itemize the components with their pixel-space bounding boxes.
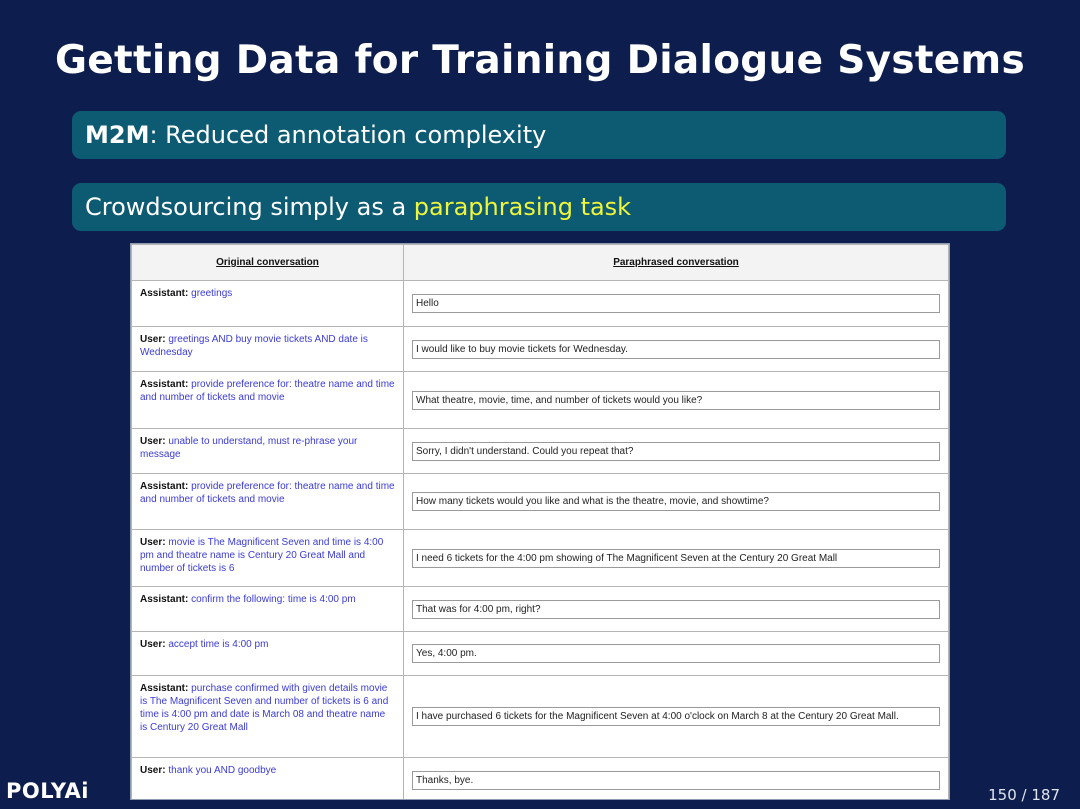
paraphrasing-highlight: paraphrasing task — [413, 193, 632, 221]
m2m-description: : Reduced annotation complexity — [149, 121, 547, 149]
speaker-label: User: — [140, 537, 166, 548]
paraphrase-field: I would like to buy movie tickets for Wednesday. — [412, 340, 940, 359]
table-row — [132, 676, 949, 758]
table-row — [132, 530, 949, 587]
original-turn — [132, 281, 404, 327]
table-row — [132, 429, 949, 474]
paraphrased-turn — [404, 281, 949, 327]
paraphrased-turn — [404, 327, 949, 372]
dialogue-act-text: movie is The Magnificent Seven and time is 4:00 pm and theatre name is Century 20 Great Mall and number of tickets is 6 — [140, 537, 384, 574]
dialogue-act-text: unable to understand, must re-phrase your message — [140, 436, 358, 460]
original-turn — [132, 372, 404, 429]
original-turn — [132, 530, 404, 587]
original-turn — [132, 429, 404, 474]
paraphrase-field: That was for 4:00 pm, right? — [412, 600, 940, 619]
m2m-label: M2M — [85, 121, 150, 149]
paraphrase-field: How many tickets would you like and what is the theatre, movie, and showtime? — [412, 492, 940, 511]
dialogue-act-text: purchase confirmed with given details movie is The Magnificent Seven and number of tickets is 6 and time is 4:00 pm and date is March 08 and theatre name is Century 20 Great Mall — [140, 683, 389, 733]
speaker-label: User: — [140, 639, 166, 650]
speaker-label: User: — [140, 436, 166, 447]
table-row — [132, 632, 949, 676]
table-row — [132, 587, 949, 632]
paraphrase-field: I have purchased 6 tickets for the Magnificent Seven at 4:00 o'clock on March 8 at the Century 20 Great Mall. — [412, 707, 940, 726]
original-turn — [132, 474, 404, 530]
header-paraphrased: Paraphrased conversation — [404, 245, 949, 281]
table-row — [132, 327, 949, 372]
speaker-label: Assistant: — [140, 594, 189, 605]
speaker-label: User: — [140, 334, 166, 345]
dialogue-act-text: provide preference for: theatre name and time and number of tickets and movie — [140, 481, 395, 505]
original-turn — [132, 632, 404, 676]
dialogue-act-text: greetings — [191, 288, 233, 299]
conversation-table — [131, 244, 949, 800]
dialogue-act-text: confirm the following: time is 4:00 pm — [191, 594, 356, 605]
paraphrased-turn — [404, 530, 949, 587]
paraphrase-field: Yes, 4:00 pm. — [412, 644, 940, 663]
page-number: 150 / 187 — [988, 786, 1060, 804]
dialogue-act-text: accept time is 4:00 pm — [168, 639, 269, 650]
header-original: Original conversation — [132, 245, 404, 281]
speaker-label: Assistant: — [140, 288, 189, 299]
original-turn — [132, 676, 404, 758]
table-row — [132, 474, 949, 530]
table-row — [132, 758, 949, 801]
polyai-logo: POLYAi — [6, 779, 90, 803]
original-turn — [132, 327, 404, 372]
dialogue-act-text: provide preference for: theatre name and time and number of tickets and movie — [140, 379, 395, 403]
paraphrase-field: I need 6 tickets for the 4:00 pm showing of The Magnificent Seven at the Century 20 Great Mall — [412, 549, 940, 568]
paraphrased-turn — [404, 676, 949, 758]
speaker-label: Assistant: — [140, 379, 189, 390]
m2m-block — [72, 111, 1006, 159]
paraphrased-turn — [404, 758, 949, 801]
dialogue-act-text: thank you AND goodbye — [168, 765, 277, 776]
table-row — [132, 372, 949, 429]
speaker-label: Assistant: — [140, 481, 189, 492]
paraphrased-turn — [404, 474, 949, 530]
slide-title: Getting Data for Training Dialogue Systems — [54, 38, 1025, 83]
paraphrase-field: Sorry, I didn't understand. Could you repeat that? — [412, 442, 940, 461]
paraphrased-turn — [404, 587, 949, 632]
conversation-table-image — [130, 243, 950, 800]
speaker-label: Assistant: — [140, 683, 189, 694]
original-turn — [132, 758, 404, 801]
crowdsourcing-text: Crowdsourcing simply as a — [85, 193, 414, 221]
speaker-label: User: — [140, 765, 166, 776]
dialogue-act-text: greetings AND buy movie tickets AND date is Wednesday — [140, 334, 368, 358]
paraphrase-field: Hello — [412, 294, 940, 313]
original-turn — [132, 587, 404, 632]
paraphrased-turn — [404, 632, 949, 676]
paraphrased-turn — [404, 372, 949, 429]
paraphrased-turn — [404, 429, 949, 474]
crowdsourcing-block — [72, 183, 1006, 231]
paraphrase-field: Thanks, bye. — [412, 771, 940, 790]
table-row — [132, 281, 949, 327]
paraphrase-field: What theatre, movie, time, and number of tickets would you like? — [412, 391, 940, 410]
